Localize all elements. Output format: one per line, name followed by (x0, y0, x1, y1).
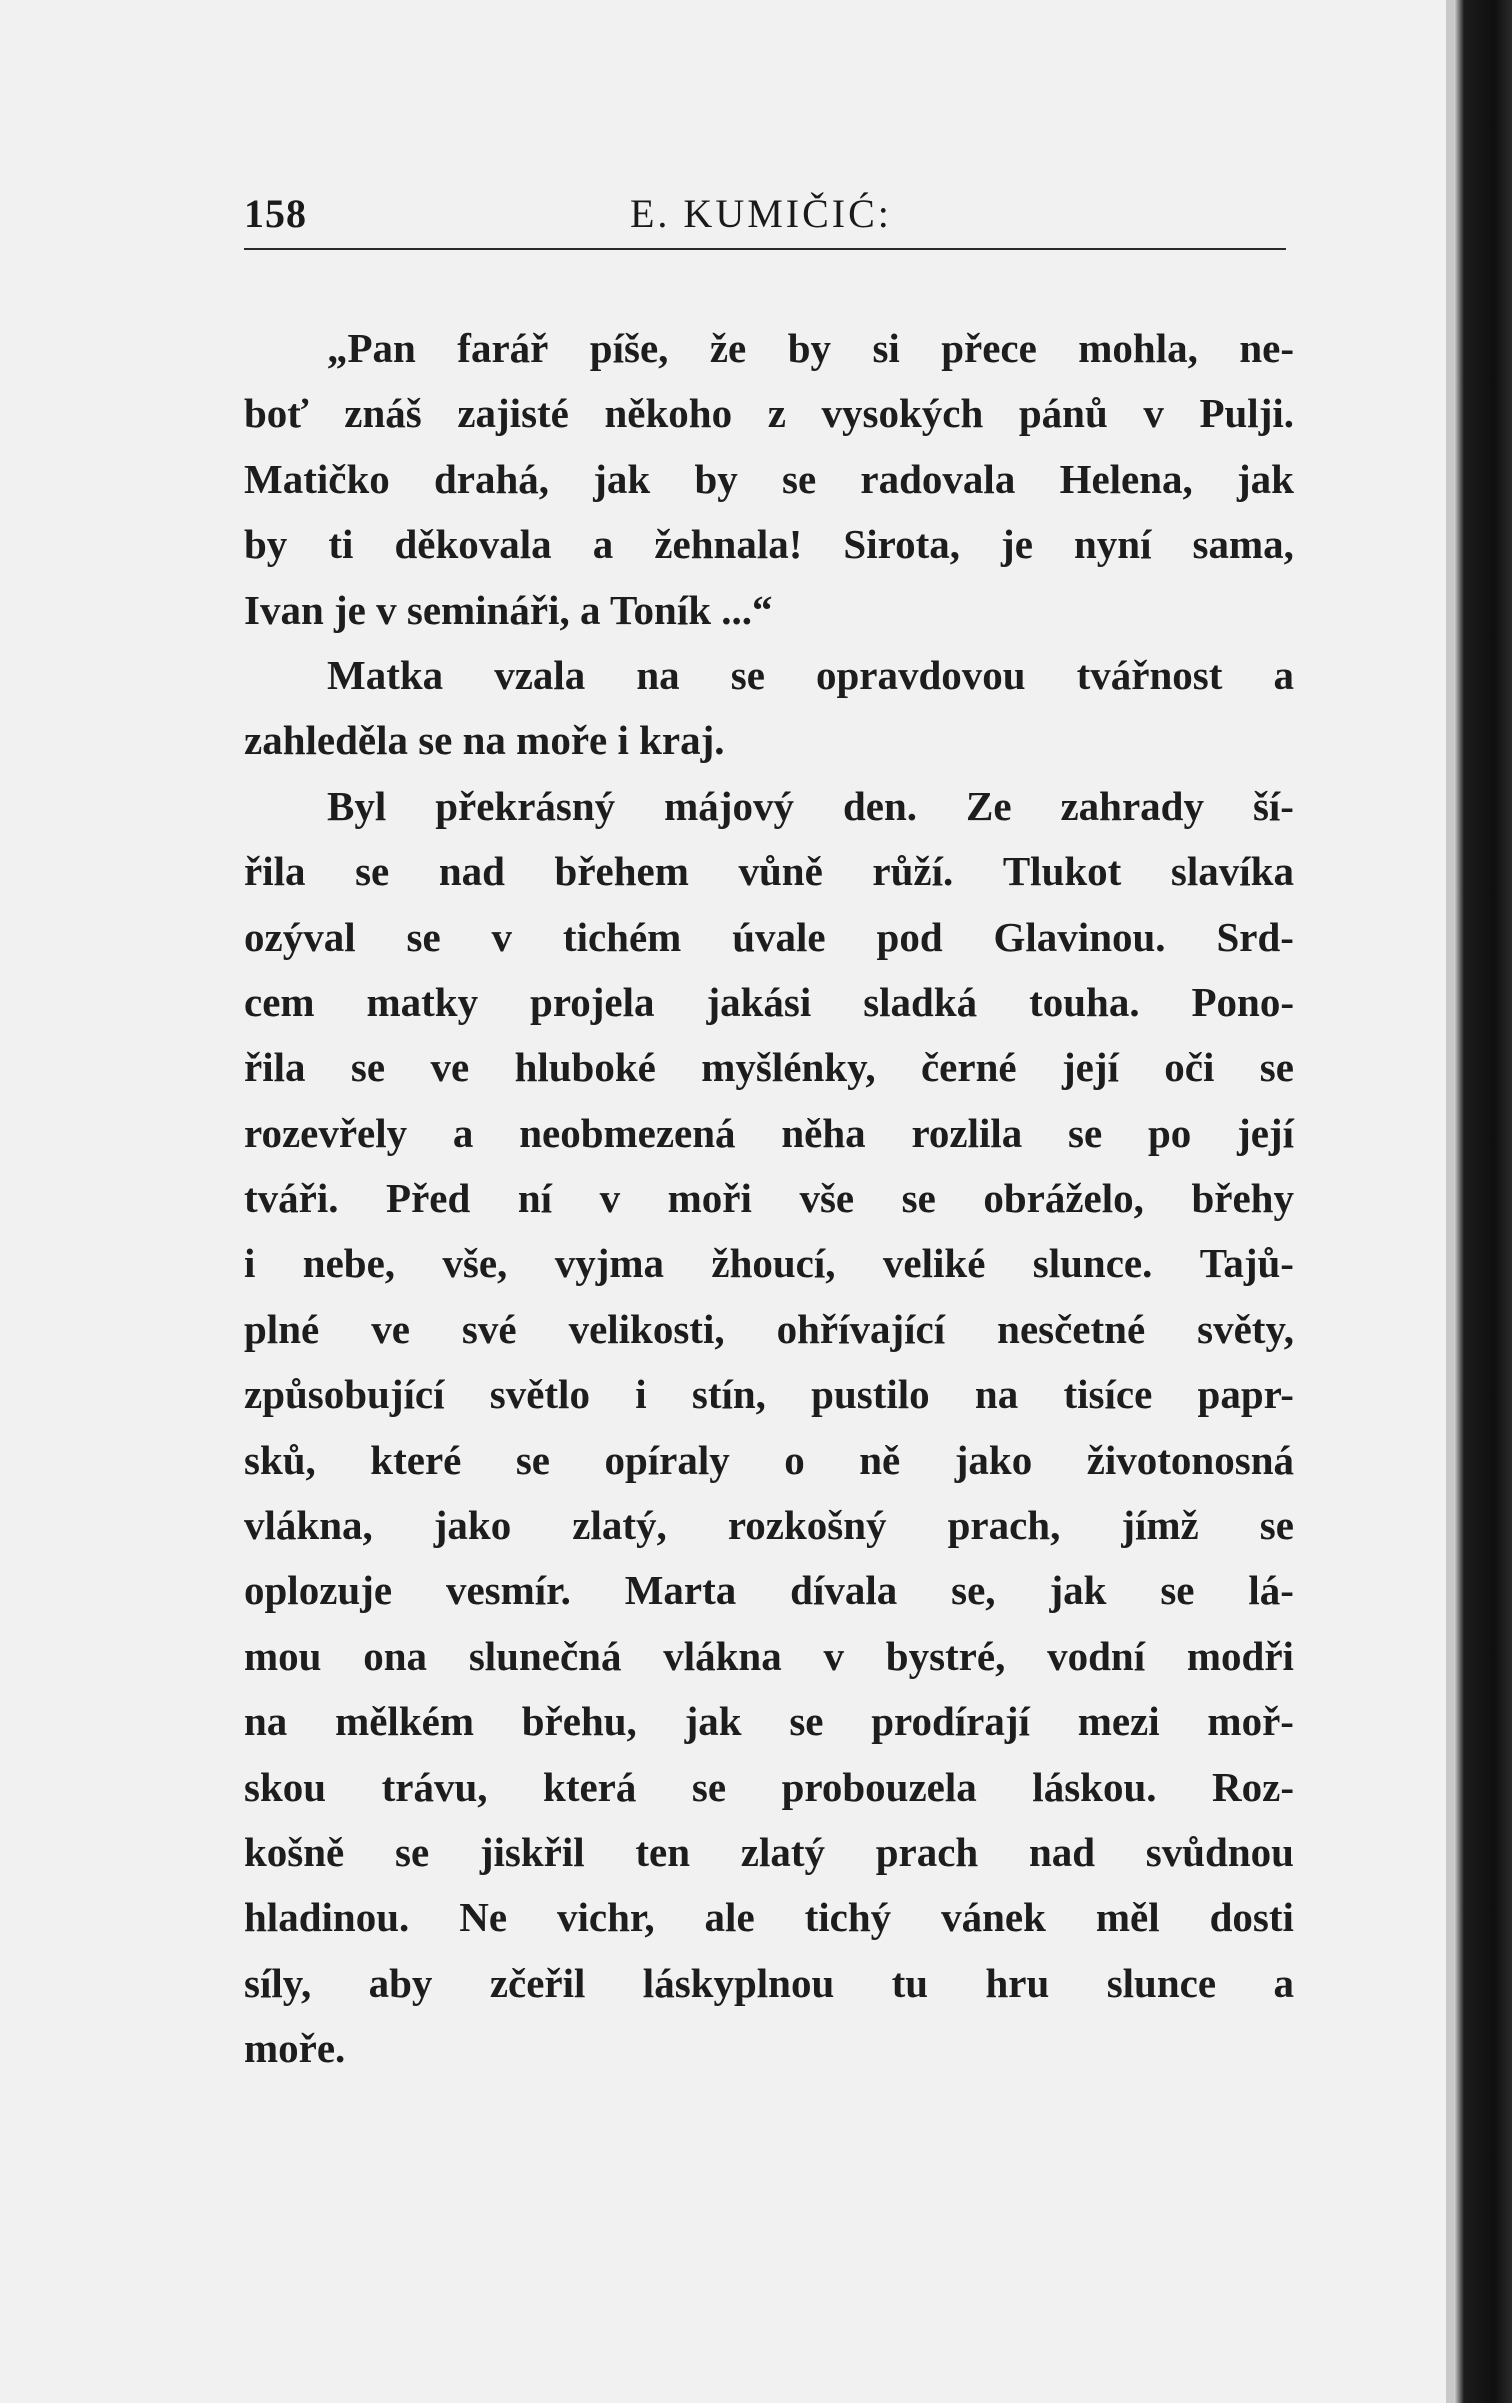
page-header (244, 190, 1286, 250)
text-line: hladinou. Ne vichr, ale tichý vánek měl dosti (244, 1894, 1294, 1941)
paragraph (244, 774, 1294, 2082)
text-line: „Pan farář píše, že by si přece mohla, ne- (327, 325, 1294, 371)
text-line: tváři. Před ní v moři vše se obráželo, břehy (244, 1175, 1294, 1222)
paragraph (244, 643, 1294, 774)
text-line: Matičko drahá, jak by se radovala Helena, jak (244, 455, 1294, 502)
page-number: 158 (244, 191, 307, 236)
running-head: E. KUMIČIĆ: (630, 191, 892, 236)
text-line: oplozuje vesmír. Marta dívala se, jak se lá- (244, 1567, 1294, 1614)
text-line: řila se ve hluboké myšlénky, černé její oči se (244, 1044, 1294, 1091)
text-line: ozýval se v tichém úvale pod Glavinou. Srd- (244, 913, 1294, 960)
book-spine (1454, 0, 1512, 2403)
text-line: na mělkém břehu, jak se prodírají mezi moř- (244, 1698, 1294, 1745)
text-line: i nebe, vše, vyjma žhoucí, veliké slunce. Tajů- (244, 1240, 1294, 1287)
text-line: košně se jiskřil ten zlatý prach nad svůdnou (244, 1828, 1294, 1875)
text-line: boť znáš zajisté někoho z vysokých pánů v Pulji. (244, 390, 1294, 437)
text-line: vlákna, jako zlatý, rozkošný prach, jímž se (244, 1502, 1294, 1549)
text-line: cem matky projela jakási sladká touha. Pono- (244, 978, 1294, 1025)
page-edge-shadow (1446, 0, 1454, 2403)
text-line: Matka vzala na se opravdovou tvářnost a (327, 651, 1294, 698)
text-line: mou ona slunečná vlákna v bystré, vodní modři (244, 1632, 1294, 1679)
text-line: by ti děkovala a žehnala! Sirota, je nyní sama, (244, 521, 1294, 568)
text-line: skou trávu, která se probouzela láskou. Roz- (244, 1763, 1294, 1810)
text-line: způsobující světlo i stín, pustilo na tisíce papr- (244, 1371, 1294, 1418)
text-line: síly, aby zčeřil láskyplnou tu hru slunce a (244, 1959, 1294, 2006)
text-line: Byl překrásný májový den. Ze zahrady ší- (327, 782, 1294, 829)
header-rule (244, 248, 1286, 250)
text-line: zahleděla se na moře i kraj. (244, 717, 725, 764)
text-line: sků, které se opíraly o ně jako životonosná (244, 1436, 1294, 1483)
paragraph (244, 316, 1294, 643)
text-line: moře. (244, 2025, 346, 2072)
text-line: řila se nad břehem vůně růží. Tlukot slavíka (244, 848, 1294, 895)
text-line: plné ve své velikosti, ohřívající nesčetné světy, (244, 1305, 1294, 1352)
text-line: Ivan je v semináři, a Toník ...“ (244, 586, 773, 633)
body-text (244, 316, 1294, 2082)
text-line: rozevřely a neobmezená něha rozlila se po její (244, 1109, 1294, 1156)
